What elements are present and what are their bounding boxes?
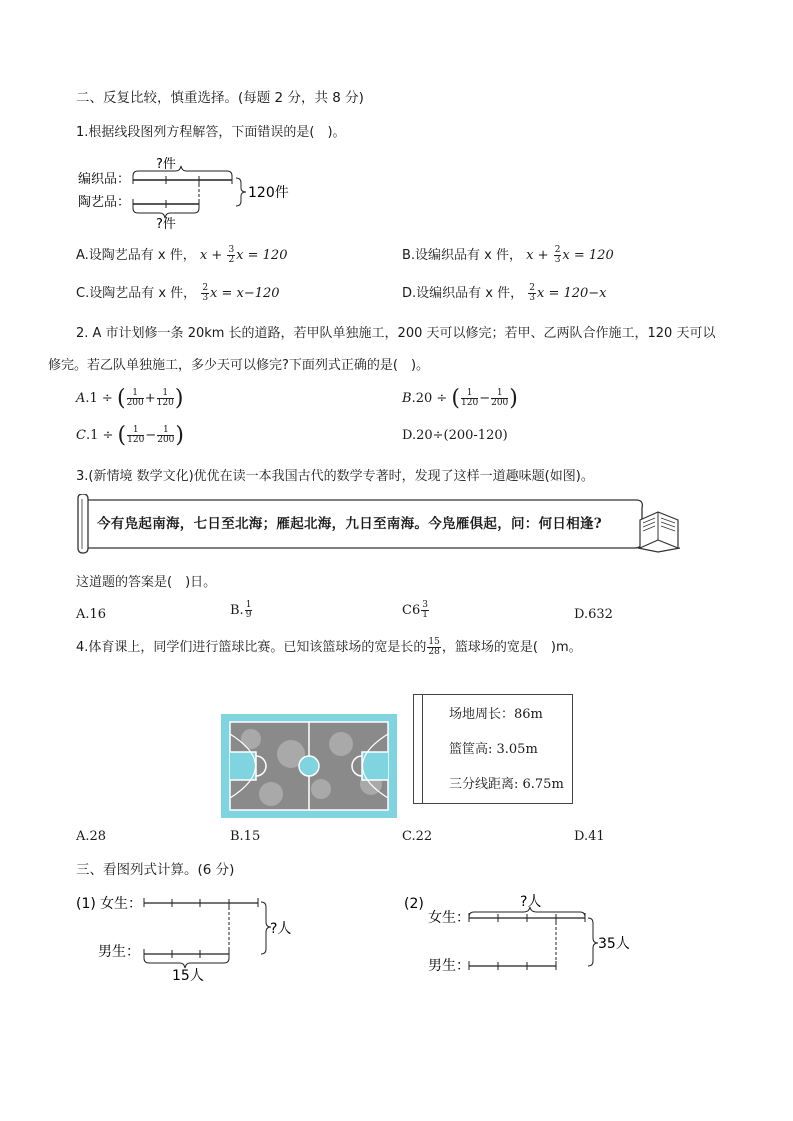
d2-total: 35人 xyxy=(598,936,630,952)
q3-option-b[interactable]: B. $\frac{1}{9}$ xyxy=(230,600,252,620)
q3-option-d[interactable]: D.632 xyxy=(574,607,613,622)
d1-number: (1) xyxy=(76,896,96,912)
section-2-heading: 二、反复比较，慎重选择。(每题 2 分，共 8 分) xyxy=(76,90,364,106)
d2-boys-label: 男生： xyxy=(428,958,470,974)
section-3-heading: 三、看图列式计算。(6 分) xyxy=(76,862,235,878)
info-perimeter: 场地周长：86m xyxy=(449,707,543,722)
brace-right xyxy=(236,178,246,206)
q1-diagram-q-top: ?件 xyxy=(156,157,176,172)
info-hoop-height: 篮筐高: 3.05m xyxy=(449,742,538,757)
q1-diagram-total: 120件 xyxy=(248,185,289,201)
s3-diagram-2 xyxy=(402,888,642,980)
q2-option-d[interactable]: D.20÷(200-120) xyxy=(402,428,508,443)
s3-diagram-1 xyxy=(74,888,304,984)
q2-option-b[interactable]: B.20 ÷ ( $\frac{1}{120}$ − $\frac{1}{200}$ ) xyxy=(402,386,518,411)
q1-diagram-label-top: 编织品： xyxy=(78,172,131,187)
q2-option-a[interactable]: A.1 ÷ ( $\frac{1}{200}$ + $\frac{1}{120}$ ) xyxy=(76,386,184,411)
q3-stem: 3.(新情境 数学文化)优优在读一本我国古代的数学专著时，发现了这样一道趣味题(如图)。 xyxy=(76,469,594,484)
q4-option-b[interactable]: B.15 xyxy=(230,829,261,844)
d2-number: (2) xyxy=(404,896,424,912)
book-icon xyxy=(638,512,680,552)
q3-option-c[interactable]: C6 $\frac{3}{1}$ xyxy=(402,600,428,620)
q1-diagram-q-bottom: ?件 xyxy=(156,217,176,232)
basketball-court-image xyxy=(221,714,397,818)
q2-stem-line2: 修完。若乙队单独施工，多少天可以修完?下面列式正确的是( )。 xyxy=(48,358,430,373)
q4-option-a[interactable]: A.28 xyxy=(76,829,107,844)
q4-option-c[interactable]: C.22 xyxy=(402,829,433,844)
d1-boys-label: 男生： xyxy=(98,944,140,960)
q1-option-b[interactable]: B.设编织品有 x 件， x + $\frac{2}{3}$ x = 120 xyxy=(402,245,614,265)
q3-option-a[interactable]: A.16 xyxy=(76,607,107,622)
q4-option-d[interactable]: D.41 xyxy=(574,829,605,844)
q2-option-c[interactable]: C.1 ÷ ( $\frac{1}{120}$ − $\frac{1}{200}$ ) xyxy=(76,423,184,448)
q1-stem: 1.根据线段图列方程解答，下面错误的是( )。 xyxy=(76,125,346,140)
q4-stem: 4.体育课上，同学们进行篮球比赛。已知该篮球场的宽是长的 $\frac{15}{28}$ ，篮球场的宽是( )m。 xyxy=(76,637,582,657)
q1-segment-diagram xyxy=(76,150,296,232)
brace-top xyxy=(133,166,232,176)
q1-option-d[interactable]: D.设编织品有 x 件， $\frac{2}{3}$ x = 120−x xyxy=(402,283,607,303)
q3-answer-line: 这道题的答案是( )日。 xyxy=(76,575,217,590)
q1-diagram-label-bottom: 陶艺品： xyxy=(78,195,131,210)
q1-option-c[interactable]: C.设陶艺品有 x 件， $\frac{2}{3}$ x = x−120 xyxy=(76,283,280,303)
court-info-box xyxy=(413,694,573,804)
d2-girls-label: 女生： xyxy=(428,910,470,926)
info-three-point: 三分线距离: 6.75m xyxy=(449,777,564,792)
q1-option-a[interactable]: A.设陶艺品有 x 件， x + $\frac{3}{2}$ x = 120 xyxy=(76,245,288,265)
d2-question: ?人 xyxy=(520,894,542,910)
q2-stem-line1: 2. A 市计划修一条 20km 长的道路，若甲队单独施工，200 天可以修完；若甲、乙两队合作施工，120 天可以 xyxy=(76,326,716,341)
q3-scroll-text: 今有凫起南海，七日至北海；雁起北海，九日至南海。今凫雁俱起，问：何日相逢? xyxy=(97,516,603,532)
d1-girls-label: 女生： xyxy=(100,896,142,912)
d1-question: ?人 xyxy=(270,921,292,937)
d1-bottom-label: 15人 xyxy=(172,968,204,984)
scroll-roll-icon xyxy=(78,494,88,553)
